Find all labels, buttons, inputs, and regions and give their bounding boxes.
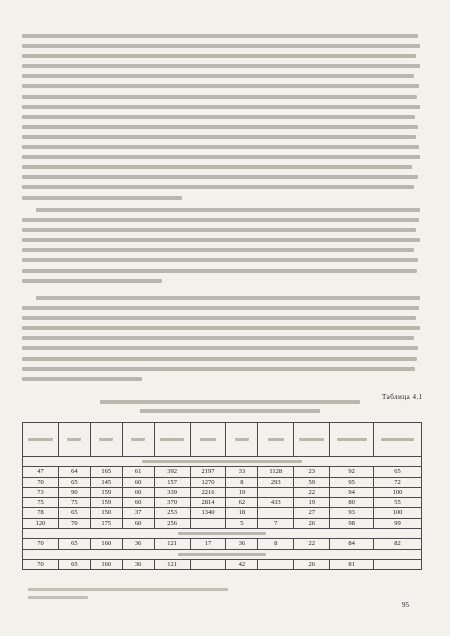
table-cell: 73 (23, 487, 59, 497)
column-header (23, 423, 59, 457)
table-cell: 27 (294, 508, 330, 518)
table-cell: 90 (58, 487, 90, 497)
table-cell: 121 (154, 559, 190, 569)
table-cell: 1128 (258, 467, 294, 477)
table-row (23, 559, 422, 569)
table-cell: 22 (294, 487, 330, 497)
table-row (23, 518, 422, 528)
table-cell: 26 (294, 518, 330, 528)
table-cell: 95 (330, 477, 374, 487)
table-row (23, 498, 422, 508)
table-cell: 65 (58, 559, 90, 569)
table-cell: 81 (330, 559, 374, 569)
table-cell: 75 (58, 498, 90, 508)
table-cell: 253 (154, 508, 190, 518)
table-row (23, 508, 422, 518)
table-cell: 293 (258, 477, 294, 487)
table-cell: 59 (294, 477, 330, 487)
table-cell: 62 (226, 498, 258, 508)
table-cell: 33 (226, 467, 258, 477)
table-cell: 70 (23, 559, 59, 569)
table-cell: 100 (374, 487, 422, 497)
page-number: 95 (402, 601, 409, 609)
table-cell: 65 (374, 467, 422, 477)
table-cell: 36 (122, 559, 154, 569)
table-cell: 98 (330, 518, 374, 528)
table-cell: 159 (90, 498, 122, 508)
table-row (23, 477, 422, 487)
table-cell: 93 (330, 508, 374, 518)
column-header (258, 423, 294, 457)
table-cell: 1340 (190, 508, 226, 518)
paragraph (22, 34, 422, 206)
section-title (23, 457, 422, 467)
column-header (58, 423, 90, 457)
table-cell: 433 (258, 498, 294, 508)
table-cell: 64 (58, 467, 90, 477)
table-body (23, 457, 422, 570)
table-cell: 72 (374, 477, 422, 487)
table-cell: 99 (374, 518, 422, 528)
column-header (294, 423, 330, 457)
table-cell: 256 (154, 518, 190, 528)
column-header (122, 423, 154, 457)
table-cell: 2197 (190, 467, 226, 477)
table-cell (190, 559, 226, 569)
table-cell: 100 (374, 508, 422, 518)
table-cell: 19 (294, 498, 330, 508)
table-cell: 160 (90, 539, 122, 549)
table-row (23, 487, 422, 497)
paragraph (22, 208, 422, 289)
table-cell: 36 (122, 539, 154, 549)
column-header (374, 423, 422, 457)
table-cell (258, 508, 294, 518)
table-cell: 23 (294, 467, 330, 477)
section-header-row (23, 549, 422, 559)
table-row (23, 467, 422, 477)
table-cell: 339 (154, 487, 190, 497)
table-cell: 19 (226, 487, 258, 497)
table-cell: 61 (122, 467, 154, 477)
section-header-row (23, 529, 422, 539)
paragraph (22, 296, 422, 387)
table-cell: 75 (23, 498, 59, 508)
table-cell: 8 (226, 477, 258, 487)
table-cell: 55 (374, 498, 422, 508)
table-cell: 8 (258, 539, 294, 549)
table-footnote (28, 588, 228, 604)
table-cell: 392 (154, 467, 190, 477)
table-cell: 159 (90, 487, 122, 497)
table-cell: 70 (23, 539, 59, 549)
table-cell: 37 (122, 508, 154, 518)
section-title (23, 529, 422, 539)
table-cell: 80 (330, 498, 374, 508)
table-cell: 22 (294, 539, 330, 549)
table-cell: 157 (154, 477, 190, 487)
table-cell: 18 (226, 508, 258, 518)
table-cell: 1270 (190, 477, 226, 487)
table-cell: 370 (154, 498, 190, 508)
table-cell: 70 (23, 477, 59, 487)
table-row (23, 539, 422, 549)
table-cell: 165 (90, 467, 122, 477)
table-cell: 60 (122, 477, 154, 487)
table-cell: 150 (90, 508, 122, 518)
table-cell: 94 (330, 487, 374, 497)
section-title (23, 549, 422, 559)
table-cell: 145 (90, 477, 122, 487)
table-cell: 65 (58, 539, 90, 549)
table-label: Таблица 4.1 (382, 393, 423, 401)
table-cell: 60 (122, 518, 154, 528)
column-header (90, 423, 122, 457)
table-cell (258, 487, 294, 497)
results-table (22, 422, 422, 570)
table-cell (190, 518, 226, 528)
column-header (154, 423, 190, 457)
table-cell: 17 (190, 539, 226, 549)
table-cell: 2814 (190, 498, 226, 508)
table-cell: 7 (258, 518, 294, 528)
section-header-row (23, 457, 422, 467)
table-title (80, 400, 380, 418)
table-cell: 84 (330, 539, 374, 549)
table-cell: 120 (23, 518, 59, 528)
table-cell: 26 (294, 559, 330, 569)
table-cell: 65 (58, 477, 90, 487)
table-cell: 82 (374, 539, 422, 549)
table-cell: 5 (226, 518, 258, 528)
table-cell: 36 (226, 539, 258, 549)
table-cell (374, 559, 422, 569)
table-cell: 160 (90, 559, 122, 569)
column-header (330, 423, 374, 457)
table-cell: 65 (58, 508, 90, 518)
table-cell: 78 (23, 508, 59, 518)
table-cell: 121 (154, 539, 190, 549)
table-cell: 60 (122, 498, 154, 508)
table-cell (258, 559, 294, 569)
table-cell: 60 (122, 487, 154, 497)
table-cell: 175 (90, 518, 122, 528)
table-cell: 47 (23, 467, 59, 477)
column-header (190, 423, 226, 457)
table-cell: 70 (58, 518, 90, 528)
table-cell: 2216 (190, 487, 226, 497)
column-header (226, 423, 258, 457)
table-cell: 42 (226, 559, 258, 569)
table-cell: 92 (330, 467, 374, 477)
table-header-row (23, 423, 422, 457)
